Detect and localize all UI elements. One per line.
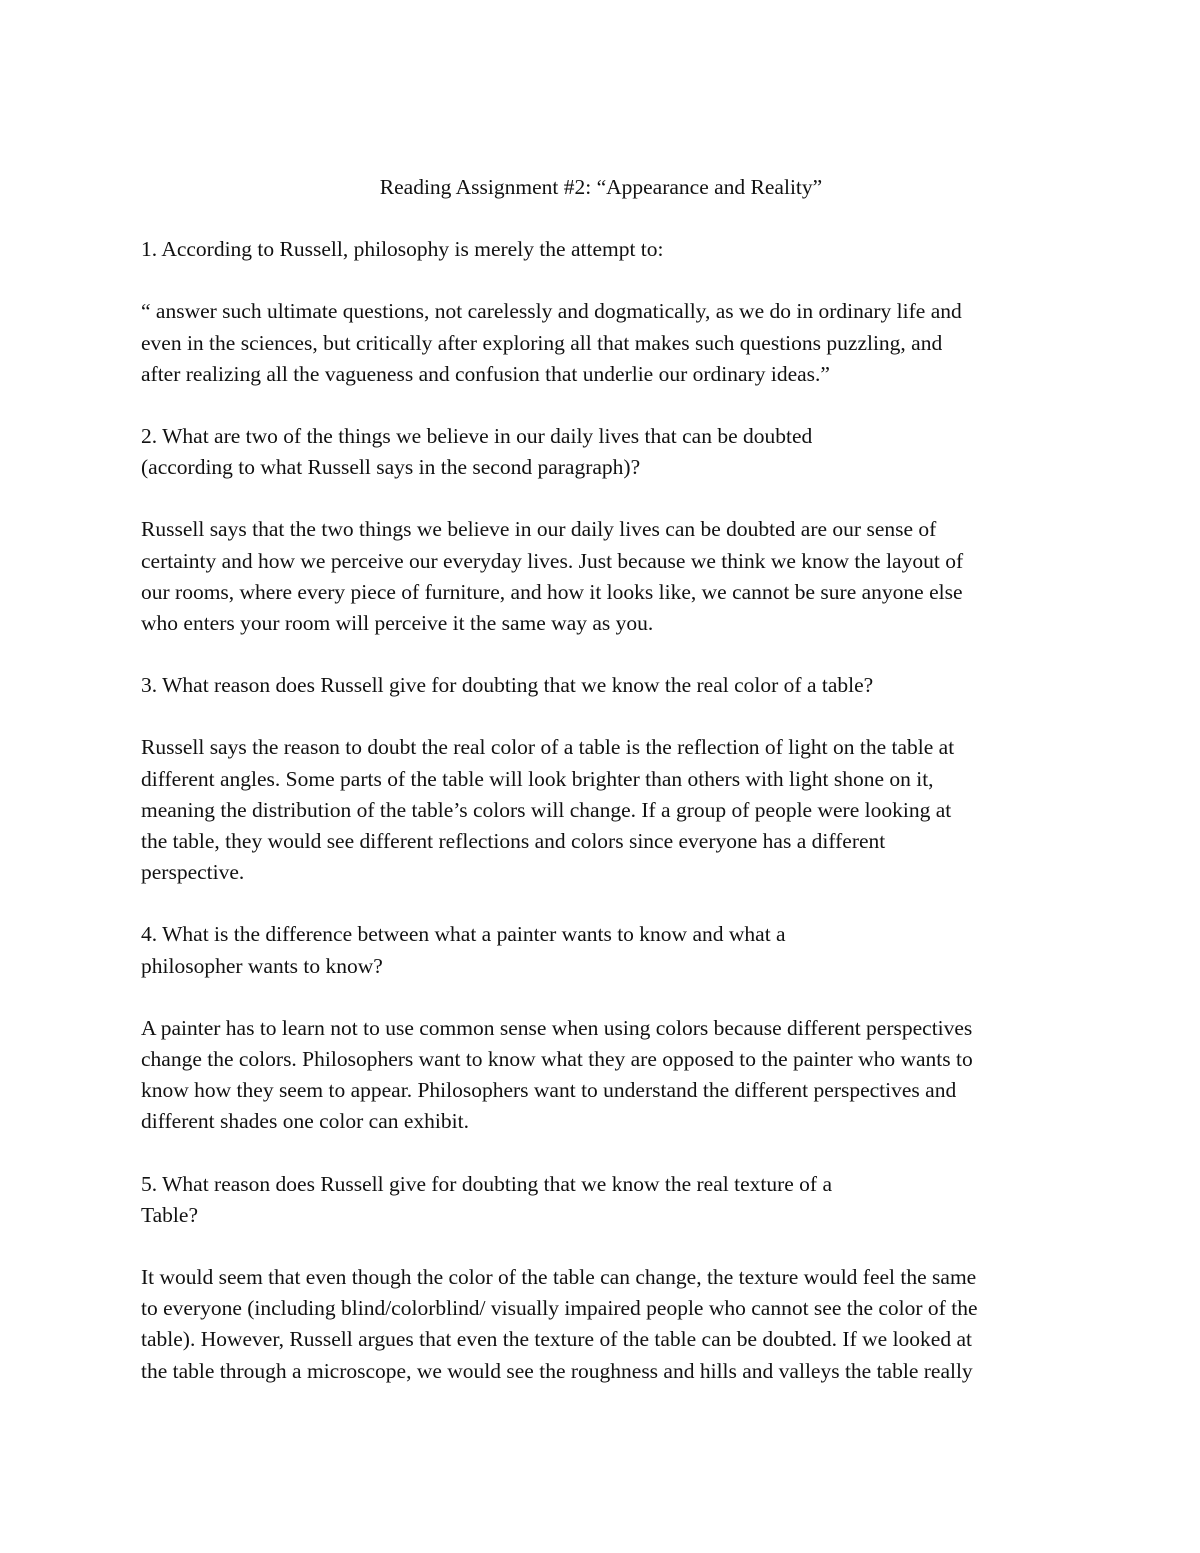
text-line: “ answer such ultimate questions, not carelessly and dogmatically, as we do in ordinary life and: [141, 299, 962, 324]
text-line: know how they seem to appear. Philosophers want to understand the different perspectives and: [141, 1078, 957, 1103]
text-line: who enters your room will perceive it the same way as you.: [141, 611, 654, 636]
text-line: table). However, Russell argues that even the texture of the table can be doubted. If we looked at: [141, 1327, 972, 1352]
text-line: meaning the distribution of the table’s colors will change. If a group of people were looking at: [141, 797, 952, 822]
text-line: Table?: [141, 1202, 198, 1227]
question-paragraph: [141, 670, 1061, 701]
text-line: change the colors. Philosophers want to know what they are opposed to the painter who wants to: [141, 1047, 973, 1072]
text-line: to everyone (including blind/colorblind/ visually impaired people who cannot see the color of the: [141, 1296, 978, 1321]
answer-paragraph: [141, 296, 1061, 390]
text-line: 5. What reason does Russell give for doubting that we know the real texture of a: [141, 1171, 833, 1196]
text-line: It would seem that even though the color of the table can change, the texture would feel the same: [141, 1265, 977, 1290]
document-title: Reading Assignment #2: “Appearance and Reality”: [379, 175, 823, 199]
document-content: [141, 172, 1061, 1418]
text-line: 3. What reason does Russell give for doubting that we know the real color of a table?: [141, 673, 874, 698]
document-body: [141, 234, 1061, 1387]
text-line: 1. According to Russell, philosophy is merely the attempt to:: [141, 237, 664, 262]
answer-paragraph: [141, 1262, 1061, 1387]
question-paragraph: [141, 919, 1061, 981]
text-line: Russell says that the two things we believe in our daily lives can be doubted are our sense of: [141, 517, 937, 542]
question-paragraph: [141, 421, 1061, 483]
text-line: our rooms, where every piece of furniture, and how it looks like, we cannot be sure anyone else: [141, 579, 963, 604]
text-line: 4. What is the difference between what a painter wants to know and what a: [141, 922, 786, 947]
answer-paragraph: [141, 1013, 1061, 1138]
text-line: (according to what Russell says in the second paragraph)?: [141, 455, 641, 480]
text-line: Russell says the reason to doubt the real color of a table is the reflection of light on the table at: [141, 735, 955, 760]
answer-paragraph: [141, 514, 1061, 639]
text-line: 2. What are two of the things we believe in our daily lives that can be doubted: [141, 424, 813, 449]
text-line: different shades one color can exhibit.: [141, 1109, 469, 1134]
text-line: after realizing all the vagueness and confusion that underlie our ordinary ideas.”: [141, 361, 830, 386]
text-line: different angles. Some parts of the table will look brighter than others with light shone on it,: [141, 766, 934, 791]
text-line: even in the sciences, but critically after exploring all that makes such questions puzzling, and: [141, 330, 943, 355]
question-paragraph: [141, 234, 1061, 265]
text-line: the table, they would see different reflections and colors since everyone has a different: [141, 829, 886, 854]
question-paragraph: [141, 1169, 1061, 1231]
text-line: philosopher wants to know?: [141, 953, 383, 978]
text-line: perspective.: [141, 860, 245, 885]
text-line: A painter has to learn not to use common sense when using colors because different perspectives: [141, 1015, 973, 1040]
text-line: certainty and how we perceive our everyday lives. Just because we think we know the layout of: [141, 548, 964, 573]
answer-paragraph: [141, 732, 1061, 888]
text-line: the table through a microscope, we would see the roughness and hills and valleys the table really: [141, 1358, 973, 1383]
